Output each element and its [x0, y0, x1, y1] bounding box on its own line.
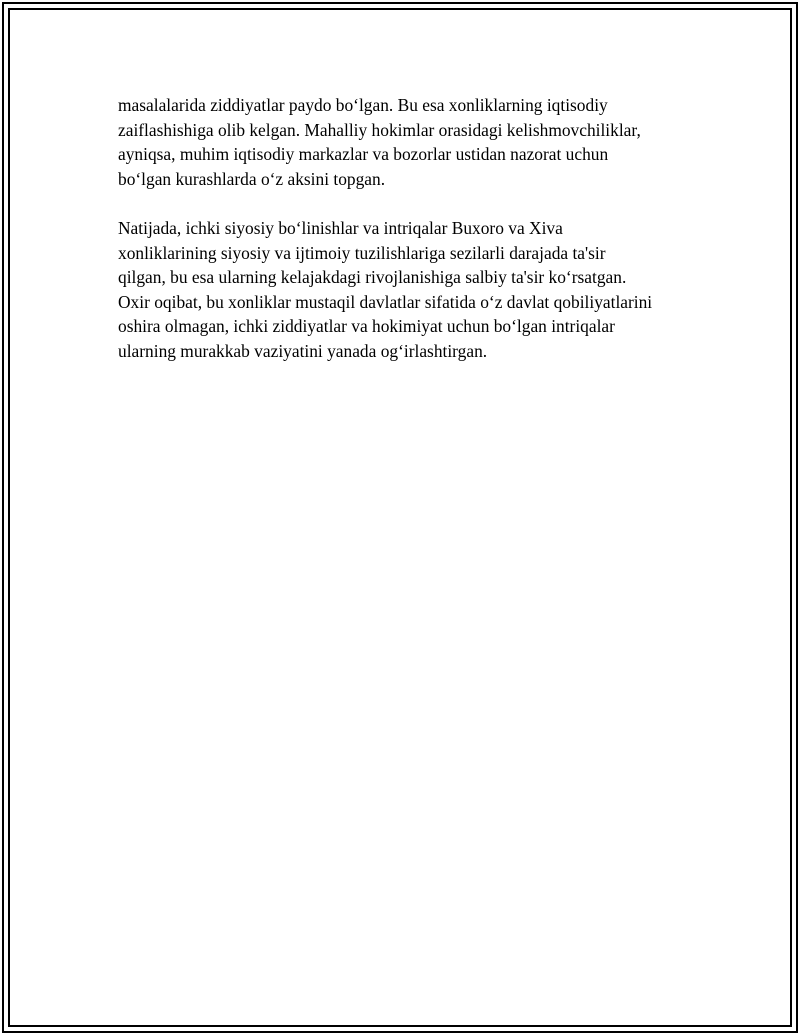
text-line: masalalarida ziddiyatlar paydo boʻlgan. Bu esa xonliklarning iqtisodiy [118, 95, 608, 115]
text-line: ularning murakkab vaziyatini yanada ogʻirlashtirgan. [118, 340, 488, 361]
text-line: ayniqsa, muhim iqtisodiy markazlar va bozorlar ustidan nazorat uchun [118, 144, 609, 165]
text-line: Natijada, ichki siyosiy boʻlinishlar va intriqalar Buxoro va Xiva [118, 217, 563, 238]
text-line: boʻlgan kurashlarda oʻz aksini topgan. [118, 168, 386, 189]
paragraph-1 [118, 93, 708, 191]
text-line: Oxir oqibat, bu xonliklar mustaqil davlatlar sifatida oʻz davlat qobiliyatlarini [118, 291, 653, 312]
text-line: xonliklarining siyosiy va ijtimoiy tuzilishlariga sezilarli darajada ta'sir [118, 242, 606, 263]
paragraph-2 [118, 216, 708, 364]
text-line: oshira olmagan, ichki ziddiyatlar va hokimiyat uchun boʻlgan intriqalar [118, 316, 615, 337]
text-line: zaiflashishiga olib kelgan. Mahalliy hokimlar orasidagi kelishmovchiliklar, [118, 119, 641, 140]
document-body [118, 93, 708, 364]
text-line: qilgan, bu esa ularning kelajakdagi rivojlanishiga salbiy ta'sir koʻrsatgan. [118, 267, 627, 288]
